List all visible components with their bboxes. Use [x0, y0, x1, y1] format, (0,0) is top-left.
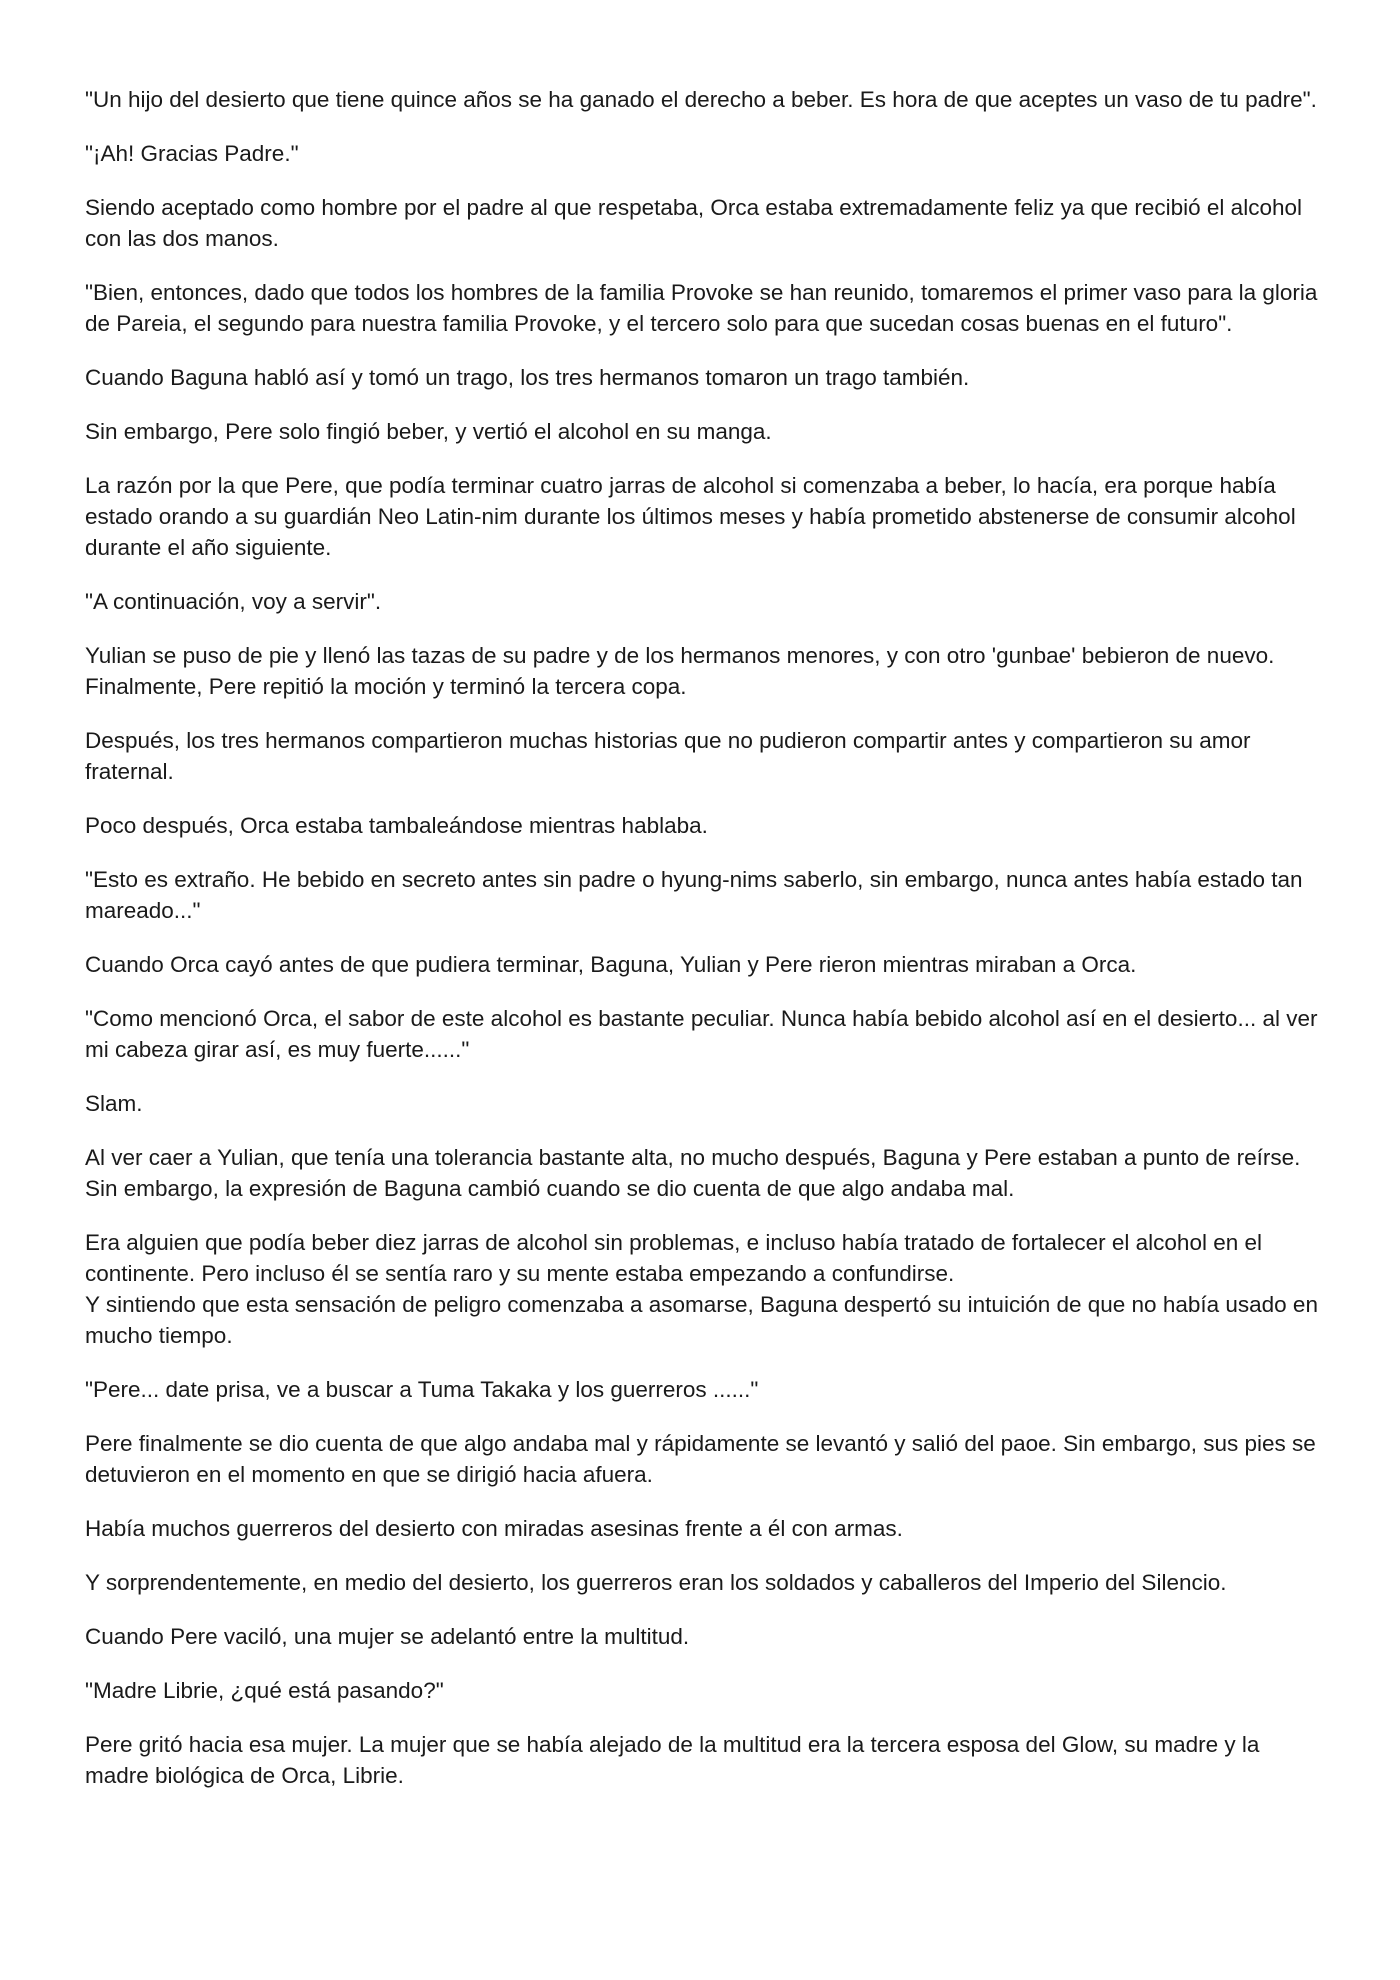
paragraph: La razón por la que Pere, que podía terminar cuatro jarras de alcohol si comenzaba a beber, lo hacía, era porque había estado orando a su guardián Neo Latin-nim durante los últimos meses y había prometido abstenerse de consumir alcohol durante el año siguiente.	[85, 473, 1296, 560]
paragraph: Y sorprendentemente, en medio del desierto, los guerreros eran los soldados y caballeros del Imperio del Silencio.	[85, 1570, 1227, 1595]
paragraph: Después, los tres hermanos compartieron muchas historias que no pudieron compartir antes y compartieron su amor fraternal.	[85, 728, 1251, 784]
paragraph: Pere finalmente se dio cuenta de que algo andaba mal y rápidamente se levantó y salió del paoe. Sin embargo, sus pies se detuvieron en el momento en que se dirigió hacia afuera.	[85, 1431, 1316, 1487]
paragraph: Al ver caer a Yulian, que tenía una tolerancia bastante alta, no mucho después, Baguna y Pere estaban a punto de reírse. Sin embargo, la expresión de Baguna cambió cuando se dio cuenta de que algo andaba mal.	[85, 1145, 1301, 1201]
paragraph: "¡Ah! Gracias Padre."	[85, 141, 299, 166]
paragraph: Cuando Pere vaciló, una mujer se adelantó entre la multitud.	[85, 1624, 690, 1649]
paragraph: "Bien, entonces, dado que todos los hombres de la familia Provoke se han reunido, tomaremos el primer vaso para la gloria de Pareia, el segundo para nuestra familia Provoke, y el tercero solo para que sucedan cosas buenas en el futuro".	[85, 280, 1318, 336]
paragraph: "A continuación, voy a servir".	[85, 589, 382, 614]
paragraph: "Esto es extraño. He bebido en secreto antes sin padre o hyung-nims saberlo, sin embargo, nunca antes había estado tan mareado..."	[85, 867, 1303, 923]
paragraph: Cuando Baguna habló así y tomó un trago, los tres hermanos tomaron un trago también.	[85, 365, 970, 390]
paragraph: "Pere... date prisa, ve a buscar a Tuma Takaka y los guerreros ......"	[85, 1377, 759, 1402]
paragraph: Era alguien que podía beber diez jarras de alcohol sin problemas, e incluso había tratado de fortalecer el alcohol en el continente. Pero incluso él se sentía raro y su mente estaba empezando a confundirse. Y sintiendo que esta sensación de peligro comenzaba a asomarse, Baguna despertó su intuición de que no había usado en mucho tiempo.	[85, 1230, 1318, 1348]
paragraph: "Un hijo del desierto que tiene quince años se ha ganado el derecho a beber. Es hora de que aceptes un vaso de tu padre".	[85, 87, 1317, 112]
paragraph: Sin embargo, Pere solo fingió beber, y vertió el alcohol en su manga.	[85, 419, 772, 444]
paragraph: Yulian se puso de pie y llenó las tazas de su padre y de los hermanos menores, y con otro 'gunbae' bebieron de nuevo. Finalmente, Pere repitió la moción y terminó la tercera copa.	[85, 643, 1275, 699]
paragraph: "Madre Librie, ¿qué está pasando?"	[85, 1678, 444, 1703]
paragraph: Había muchos guerreros del desierto con miradas asesinas frente a él con armas.	[85, 1516, 903, 1541]
paragraph: "Como mencionó Orca, el sabor de este alcohol es bastante peculiar. Nunca había bebido alcohol así en el desierto... al ver mi cabeza girar así, es muy fuerte......"	[85, 1006, 1318, 1062]
document-page	[85, 84, 1325, 1814]
paragraph: Siendo aceptado como hombre por el padre al que respetaba, Orca estaba extremadamente feliz ya que recibió el alcohol con las dos manos.	[85, 195, 1302, 251]
paragraph: Pere gritó hacia esa mujer. La mujer que se había alejado de la multitud era la tercera esposa del Glow, su madre y la madre biológica de Orca, Librie.	[85, 1732, 1260, 1788]
paragraph: Poco después, Orca estaba tambaleándose mientras hablaba.	[85, 813, 708, 838]
paragraph: Cuando Orca cayó antes de que pudiera terminar, Baguna, Yulian y Pere rieron mientras miraban a Orca.	[85, 952, 1137, 977]
paragraph: Slam.	[85, 1091, 143, 1116]
